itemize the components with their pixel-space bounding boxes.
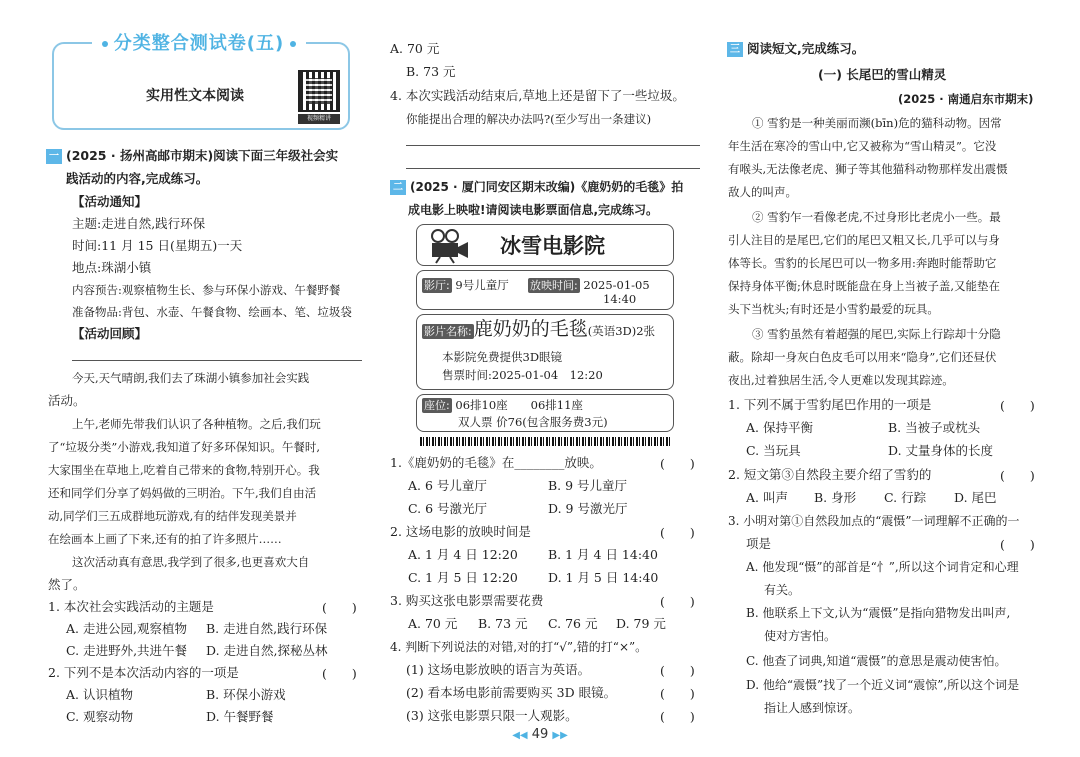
section3-badge: 三 <box>727 42 743 57</box>
story-text: 蔽。除却一身灰白色皮毛可以用来“隐身”,它们还昼伏 <box>728 350 997 364</box>
movie-camera-icon <box>426 228 472 264</box>
answer-blank[interactable]: ( ) <box>660 456 695 471</box>
movie-label: 影片名称: <box>424 325 472 338</box>
review-title: 【活动回顾】 <box>72 326 148 341</box>
ticket-question-1: 1.《鹿奶奶的毛毯》在________放映。 <box>390 455 602 470</box>
review-text: 这次活动真有意思,我学到了很多,也更喜欢大自 <box>72 555 310 569</box>
notice-time: 时间:11 月 15 日(星期五)一天 <box>72 238 243 253</box>
review-text: 然了。 <box>48 577 86 592</box>
option-a[interactable]: A. 70 元 <box>408 616 458 631</box>
option-c[interactable]: C. 1 月 5 日 12:20 <box>408 570 518 585</box>
option-a[interactable]: A. 保持平衡 <box>746 420 813 435</box>
option-a[interactable]: A. 叫声 <box>746 490 788 505</box>
option-a[interactable]: A. 认识植物 <box>66 687 133 702</box>
option-c[interactable]: C. 当玩具 <box>746 443 801 458</box>
answer-blank[interactable]: ( ) <box>660 663 695 678</box>
qr-label: 视频精讲 <box>298 114 340 124</box>
option-c[interactable]: C. 观察动物 <box>66 709 134 724</box>
section1-intro: 一 (2025 · 扬州高邮市期末)阅读下面三年级社会实 <box>46 147 338 165</box>
option-c[interactable]: C. 76 元 <box>548 616 598 631</box>
story-text: 体等长。雪豹的长尾巴可以一物多用:奔跑时能帮助它 <box>728 256 997 270</box>
option-d[interactable]: D. 丈量身体的长度 <box>888 443 994 458</box>
seat-info: 座位: 06排10座 06排11座 <box>424 398 583 412</box>
option-d[interactable]: D. 他给“震慑”找了一个近义词“震惊”,所以这个词是 <box>746 678 1020 692</box>
next-arrow-icon: ▶▶ <box>552 730 568 741</box>
story-title: (一) 长尾巴的雪山精灵 <box>818 67 947 82</box>
section2-intro-2: 成电影上映啦!请阅读电影票面信息,完成练习。 <box>408 203 659 217</box>
page-title: 分类整合测试卷(五) <box>92 30 306 58</box>
question-4: 4. 本次实践活动结束后,草地上还是留下了一些垃圾。 <box>390 88 685 103</box>
question-3: A. 70 元 <box>390 41 440 56</box>
option-b[interactable]: B. 他联系上下文,认为“震慑”是指向猎物发出叫声, <box>746 606 1011 620</box>
story-text: ③ 雪豹虽然有着超强的尾巴,实际上行踪却十分隐 <box>752 327 1001 341</box>
hall-label: 影厅: <box>424 279 450 292</box>
ticket-question-4: 4. 判断下列说法的对错,对的打“√”,错的打“×”。 <box>390 640 648 654</box>
story-question-1: 1. 下列不属于雪豹尾巴作用的一项是 <box>728 397 932 412</box>
story-text: 夜出,过着独居生活,令人更难以发现其踪迹。 <box>728 373 954 387</box>
judge-item: (2) 看本场电影前需要购买 3D 眼镜。 <box>406 685 617 700</box>
answer-blank[interactable]: ( ) <box>1000 537 1035 552</box>
option-b[interactable]: B. 走进自然,践行环保 <box>206 621 328 636</box>
story-text: 保持身体平衡;休息时既能盘在身上当被子盖,又能垫在 <box>728 279 1001 293</box>
option-d[interactable]: D. 9 号激光厅 <box>548 501 628 516</box>
question-4-cont: 你能提出合理的解决办法吗?(至少写出一条建议) <box>406 112 652 126</box>
review-text: 动,同学们三五成群地玩游戏,有的结伴发现美景并 <box>48 509 297 523</box>
option-a-cont: 有关。 <box>764 583 801 597</box>
answer-blank[interactable]: ( ) <box>660 594 695 609</box>
option-c[interactable]: C. 行踪 <box>884 490 927 505</box>
story-question-3-cont: 项是 <box>746 536 772 551</box>
seat-label: 座位: <box>424 399 450 412</box>
question-1: 1. 本次社会实践活动的主题是 <box>48 599 214 614</box>
option-d[interactable]: D. 79 元 <box>616 616 666 631</box>
story-text: ① 雪豹是一种美丽而濒(bīn)危的猫科动物。因常 <box>752 116 1002 130</box>
prev-arrow-icon: ◀◀ <box>512 730 528 741</box>
ticket-question-3: 3. 购买这张电影票需要花费 <box>390 593 544 608</box>
section3-intro: 三 阅读短文,完成练习。 <box>727 40 864 58</box>
answer-blank[interactable]: ( ) <box>1000 398 1035 413</box>
answer-line[interactable] <box>406 168 700 169</box>
page-subtitle: 实用性文本阅读 <box>146 88 244 104</box>
notice-title: 【活动通知】 <box>72 194 148 209</box>
review-text: 还和同学们分享了妈妈做的三明治。下午,我们自由活 <box>48 486 317 500</box>
sale-time: 售票时间:2025-01-04 12:20 <box>442 368 603 382</box>
notice-prep: 准备物品:背包、水壶、午餐食物、绘画本、笔、垃圾袋 <box>72 305 352 319</box>
option-a[interactable]: A. 他发现“慑”的部首是“忄”,所以这个词肯定和心理 <box>746 560 1019 574</box>
answer-blank[interactable]: ( ) <box>660 686 695 701</box>
review-text: 大家围坐在草地上,吃着自己带来的食物,特别开心。我 <box>48 463 320 477</box>
qr-code-icon[interactable] <box>298 70 340 112</box>
page-number: ◀◀ 49 ▶▶ <box>512 727 568 742</box>
judge-item: (3) 这张电影票只限一人观影。 <box>406 708 578 723</box>
review-text: 在绘画本上画了下来,还有的拍了许多照片…… <box>48 532 282 546</box>
section1-badge: 一 <box>46 149 62 164</box>
option-b[interactable]: B. 环保小游戏 <box>206 687 286 702</box>
movie-title: 鹿奶奶的毛毯 <box>473 318 588 340</box>
option-a[interactable]: A. 走进公园,观察植物 <box>66 621 187 636</box>
review-text: 活动。 <box>48 393 86 408</box>
judge-item: (1) 这场电影放映的语言为英语。 <box>406 662 591 677</box>
option-d[interactable]: D. 1 月 5 日 14:40 <box>548 570 659 585</box>
story-source: (2025 · 南通启东市期末) <box>898 92 1034 106</box>
option-a[interactable]: A. 6 号儿童厅 <box>408 478 487 493</box>
story-question-3: 3. 小明对第①自然段加点的“震慑”一词理解不正确的一 <box>728 514 1020 528</box>
story-text: 年生活在寒冷的雪山中,它又被称为“雪山精灵”。它没 <box>728 139 997 153</box>
story-text: 头下当枕头;有时还是小雪豹最爱的玩具。 <box>728 302 939 316</box>
showtime-time: 14:40 <box>603 292 637 306</box>
question-2: 2. 下列不是本次活动内容的一项是 <box>48 665 239 680</box>
option-d-cont: 指让人感到惊讶。 <box>764 701 861 715</box>
answer-blank[interactable]: ( ) <box>322 600 357 615</box>
review-text: 今天,天气晴朗,我们去了珠湖小镇参加社会实践 <box>72 371 310 385</box>
showtime-info: 放映时间: 2025-01-05 <box>530 278 650 292</box>
story-text: 引人注目的是尾巴,它们的尾巴又粗又长,几乎可以与身 <box>728 233 1000 247</box>
ticket-question-2: 2. 这场电影的放映时间是 <box>390 524 531 539</box>
glasses-note: 本影院免费提供3D眼镜 <box>442 350 563 364</box>
option-c[interactable]: C. 6 号激光厅 <box>408 501 487 516</box>
option-d[interactable]: D. 午餐野餐 <box>206 709 274 724</box>
option-b[interactable]: B. 1 月 4 日 14:40 <box>548 547 658 562</box>
section2-intro: 二 (2025 · 厦门同安区期末改编)《鹿奶奶的毛毯》拍 <box>390 178 683 196</box>
answer-line[interactable] <box>72 360 362 361</box>
option-b[interactable]: B. 身形 <box>814 490 857 505</box>
option-b[interactable]: B. 73 元 <box>478 616 528 631</box>
answer-blank[interactable]: ( ) <box>1000 468 1035 483</box>
question-3-cont: B. 73 元 <box>406 64 456 79</box>
answer-blank[interactable]: ( ) <box>660 709 695 724</box>
hall-info: 影厅: 9号儿童厅 <box>424 278 509 292</box>
answer-blank[interactable]: ( ) <box>660 525 695 540</box>
answer-blank[interactable]: ( ) <box>322 666 357 681</box>
story-question-2: 2. 短文第③自然段主要介绍了雪豹的 <box>728 467 932 482</box>
notice-place: 地点:珠湖小镇 <box>72 260 152 275</box>
section2-badge: 二 <box>390 180 406 195</box>
story-text: 敌人的叫声。 <box>728 185 797 199</box>
option-c[interactable]: C. 走进野外,共进午餐 <box>66 643 188 658</box>
review-text: 上午,老师先带我们认识了各种植物。之后,我们玩 <box>72 417 321 431</box>
notice-theme: 主题:走进自然,践行环保 <box>72 216 206 231</box>
option-a[interactable]: A. 1 月 4 日 12:20 <box>408 547 518 562</box>
story-text: 有喉头,无法像老虎、狮子等其他猫科动物那样发出震慑 <box>728 162 1008 176</box>
option-d[interactable]: D. 走进自然,探秘丛林 <box>206 643 328 658</box>
option-b[interactable]: B. 当被子或枕头 <box>888 420 981 435</box>
cinema-name: 冰雪电影院 <box>500 234 605 258</box>
option-c[interactable]: C. 他查了词典,知道“震慑”的意思是震动使害怕。 <box>746 654 1007 668</box>
movie-info: 影片名称: 鹿奶奶的毛毯(英语3D)2张 <box>424 318 656 340</box>
showtime-label: 放映时间: <box>530 279 578 292</box>
option-d[interactable]: D. 尾巴 <box>954 490 997 505</box>
option-b-cont: 使对方害怕。 <box>764 629 837 643</box>
review-text: 了“垃圾分类”小游戏,我知道了好多环保知识。午餐时, <box>48 440 321 454</box>
story-text: ② 雪豹乍一看像老虎,不过身形比老虎小一些。最 <box>752 210 1001 224</box>
answer-line[interactable] <box>406 145 700 146</box>
notice-content: 内容预告:观察植物生长、参与环保小游戏、午餐野餐 <box>72 283 341 297</box>
option-b[interactable]: B. 9 号儿童厅 <box>548 478 628 493</box>
barcode <box>420 437 672 446</box>
section1-intro-2: 践活动的内容,完成练习。 <box>66 171 209 186</box>
price-info: 双人票 价76(包含服务费3元) <box>458 415 608 429</box>
